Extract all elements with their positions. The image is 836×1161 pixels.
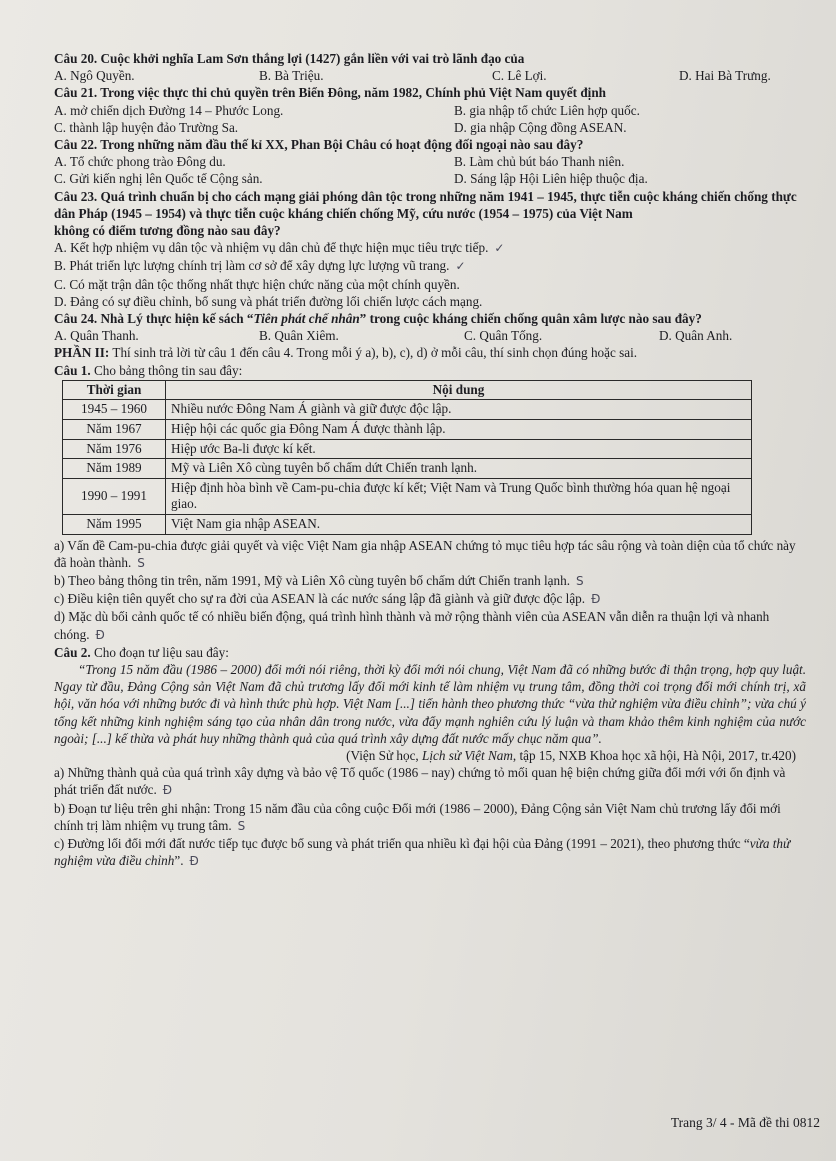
question-21-option-d: D. gia nhập Cộng đồng ASEAN. <box>454 119 627 135</box>
question-20-option-a: A. Ngô Quyền. <box>54 68 135 84</box>
answer-mark: Đ <box>591 592 601 607</box>
table-row: Năm 1989 Mỹ và Liên Xô cùng tuyên bố chấm dứt Chiến tranh lạnh. <box>63 459 752 479</box>
question-23-option-b: B. Phát triển lực lượng chính trị làm cơ sở để xây dựng lực lượng vũ trang. ✓ <box>54 258 466 274</box>
question-23-option-a: A. Kết hợp nhiệm vụ dân tộc và nhiệm vụ dân chủ để thực hiện mục tiêu trực tiếp. ✓ <box>54 240 505 256</box>
answer-mark: Đ <box>189 854 199 869</box>
part-2-question-1-item-b: b) Theo bảng thông tin trên, năm 1991, Mỹ và Liên Xô cùng tuyên bố chấm dứt Chiến tranh lạnh. S <box>54 573 584 589</box>
info-table <box>62 380 752 535</box>
table-row: Năm 1976 Hiệp ước Ba-li được kí kết. <box>63 439 752 459</box>
part-2-question-2-stem: Câu 2. Cho đoạn tư liệu sau đây: <box>54 644 229 660</box>
part-2-question-2-item-c: c) Đường lối đổi mới đất nước tiếp tục được bổ sung và phát triển qua nhiều kì đại hội của Đảng (1991 – 2021), theo phương thức “vừa thử nghiệm vừa điều chỉnh”. Đ <box>54 836 791 869</box>
question-21-option-c: C. thành lập huyện đảo Trường Sa. <box>54 119 239 135</box>
table-row: 1945 – 1960 Nhiều nước Đông Nam Á giành và giữ được độc lập. <box>63 400 752 420</box>
question-22-option-c: C. Gửi kiến nghị lên Quốc tế Cộng sản. <box>54 171 263 187</box>
question-22-option-d: D. Sáng lập Hội Liên hiệp thuộc địa. <box>454 171 648 187</box>
question-23-option-d: D. Đảng có sự điều chỉnh, bổ sung và phát triển đường lối chiến lược cách mạng. <box>54 293 483 309</box>
answer-mark: S <box>137 555 145 570</box>
part-2-question-1-item-d: d) Mặc dù bối cảnh quốc tế có nhiều biến động, quá trình hình thành và mở rộng thành viên của ASEAN vẫn diễn ra thuận lợi và nhanh chóng. Đ <box>54 609 770 642</box>
question-24-option-d: D. Quân Anh. <box>659 328 733 344</box>
question-20 <box>54 50 806 84</box>
part-2-question-2-item-a: a) Những thành quả của quá trình xây dựng và bảo vệ Tổ quốc (1986 – nay) chứng tỏ mối quan hệ biện chứng giữa đổi mới với ổn định và phát triển đất nước. Đ <box>54 765 786 798</box>
question-20-options <box>54 67 806 84</box>
question-21-option-b: B. gia nhập tổ chức Liên hợp quốc. <box>454 102 640 118</box>
source-citation: (Viện Sử học, Lịch sử Việt Nam, tập 15, NXB Khoa học xã hội, Hà Nội, 2017, tr.420) <box>346 748 796 764</box>
check-mark-icon: ✓ <box>455 259 466 274</box>
question-23-option-c: C. Có mặt trận dân tộc thống nhất thực hiện chức năng của một chính quyền. <box>54 276 460 292</box>
question-24-options <box>54 327 806 344</box>
table-row: 1990 – 1991 Hiệp định hòa bình về Cam-pu-chia được kí kết; Việt Nam và Trung Quốc bình thường hóa quan hệ ngoại giao. <box>63 478 752 514</box>
part-2-question-1-item-c: c) Điều kiện tiên quyết cho sự ra đời của ASEAN là các nước sáng lập đã giành và giữ được độc lập. Đ <box>54 591 601 607</box>
table-row: Năm 1967 Hiệp hội các quốc gia Đông Nam Á được thành lập. <box>63 420 752 440</box>
question-21-options <box>54 102 806 136</box>
question-22-stem: Câu 22. Trong những năm đầu thế kỉ XX, Phan Bội Châu có hoạt động đối ngoại nào sau đây? <box>54 137 584 153</box>
answer-mark: S <box>237 818 246 833</box>
part-2-question-1-item-a: a) Vấn đề Cam-pu-chia được giải quyết và việc Việt Nam gia nhập ASEAN chứng tỏ mục tiêu hợp tác sâu rộng và toàn diện của tổ chức này đã hoàn thành. S <box>54 537 796 570</box>
question-20-option-c: C. Lê Lợi. <box>492 68 547 84</box>
table-header-row <box>63 380 752 400</box>
question-20-option-d: D. Hai Bà Trưng. <box>679 68 771 84</box>
question-21-stem: Câu 21. Trong việc thực thi chủ quyền trên Biển Đông, năm 1982, Chính phủ Việt Nam quyết định <box>54 85 606 101</box>
question-23-stem-negation: không có điểm tương đồng nào sau đây? <box>54 223 281 239</box>
question-24-option-c: C. Quân Tống. <box>464 328 543 344</box>
question-20-stem: Câu 20. Cuộc khởi nghĩa Lam Sơn thắng lợi (1427) gắn liền với vai trò lãnh đạo của <box>54 51 525 66</box>
part-2-question-2 <box>54 644 806 871</box>
answer-mark: S <box>576 574 584 589</box>
question-24 <box>54 310 806 344</box>
question-23-stem: Câu 23. Quá trình chuẩn bị cho cách mạng giải phóng dân tộc trong những năm 1941 – 1945, thực tiễn cuộc kháng chiến chống thực dân Pháp (1945 – 1954) và thực tiễn cuộc kháng chiến chống Mỹ, cứu nước (1954 – 1975) của Việt Nam <box>54 188 797 221</box>
question-23 <box>54 188 806 310</box>
question-22-options <box>54 153 806 187</box>
part-2-question-1 <box>54 362 806 644</box>
source-quote: “Trong 15 năm đầu (1986 – 2000) đổi mới nói riêng, thời kỳ đổi mới nói chung, Việt Nam đã có những bước đi thận trọng, hợp quy luật. Ngay từ đầu, Đảng Cộng sản Việt Nam đã chủ trương lấy đổi mới kinh tế làm nhiệm vụ trung tâm, đồng thời coi trọng đổi mới chính trị, xã hội, văn hóa với những bước đi và hình thức phù hợp. Việt Nam [...] tiến hành theo phương thức “vừa thử nghiệm vừa điều chỉnh”; vừa chú ý tổng kết những kinh nghiệm sáng tạo của nhân dân trong nước, vừa đẩy mạnh nghiên cứu lý luận và tham khảo thêm kinh nghiệm của nước ngoài; [...] kế thừa và phát huy những thành quả của quá trình xây dựng đất nước mấy chục năm qua”. <box>54 662 806 746</box>
question-21 <box>54 84 806 136</box>
question-24-stem: Câu 24. Nhà Lý thực hiện kế sách “Tiên phát chế nhân” trong cuộc kháng chiến chống quân xâm lược nào sau đây? <box>54 311 702 327</box>
table-header-time: Thời gian <box>63 380 166 400</box>
question-24-option-a: A. Quân Thanh. <box>54 328 139 344</box>
question-22-option-b: B. Làm chủ bút báo Thanh niên. <box>454 154 625 170</box>
question-22-option-a: A. Tổ chức phong trào Đông du. <box>54 154 226 170</box>
table-header-content: Nội dung <box>166 380 752 400</box>
part-2-question-1-stem: Câu 1. Cho bảng thông tin sau đây: <box>54 362 243 378</box>
question-21-option-a: A. mở chiến dịch Đường 14 – Phước Long. <box>54 102 284 118</box>
question-24-option-b: B. Quân Xiêm. <box>259 328 339 344</box>
answer-mark: Đ <box>95 627 105 642</box>
check-mark-icon: ✓ <box>494 241 505 256</box>
question-20-option-b: B. Bà Triệu. <box>259 68 324 84</box>
part-2-question-2-item-b: b) Đoạn tư liệu trên ghi nhận: Trong 15 năm đầu của công cuộc Đổi mới (1986 – 2000), Đảng Cộng sản Việt Nam chủ trương lấy đổi mới chính trị làm nhiệm vụ trung tâm. S <box>54 800 781 833</box>
table-row: Năm 1995 Việt Nam gia nhập ASEAN. <box>63 515 752 535</box>
page-footer: Trang 3/ 4 - Mã đề thi 0812 <box>670 1114 820 1130</box>
part-2-instructions: PHẦN II: Thí sinh trả lời từ câu 1 đến câu 4. Trong mỗi ý a), b), c), d) ở mỗi câu, thí sinh chọn đúng hoặc sai. <box>54 345 638 361</box>
question-22 <box>54 136 806 188</box>
answer-mark: Đ <box>162 783 173 798</box>
